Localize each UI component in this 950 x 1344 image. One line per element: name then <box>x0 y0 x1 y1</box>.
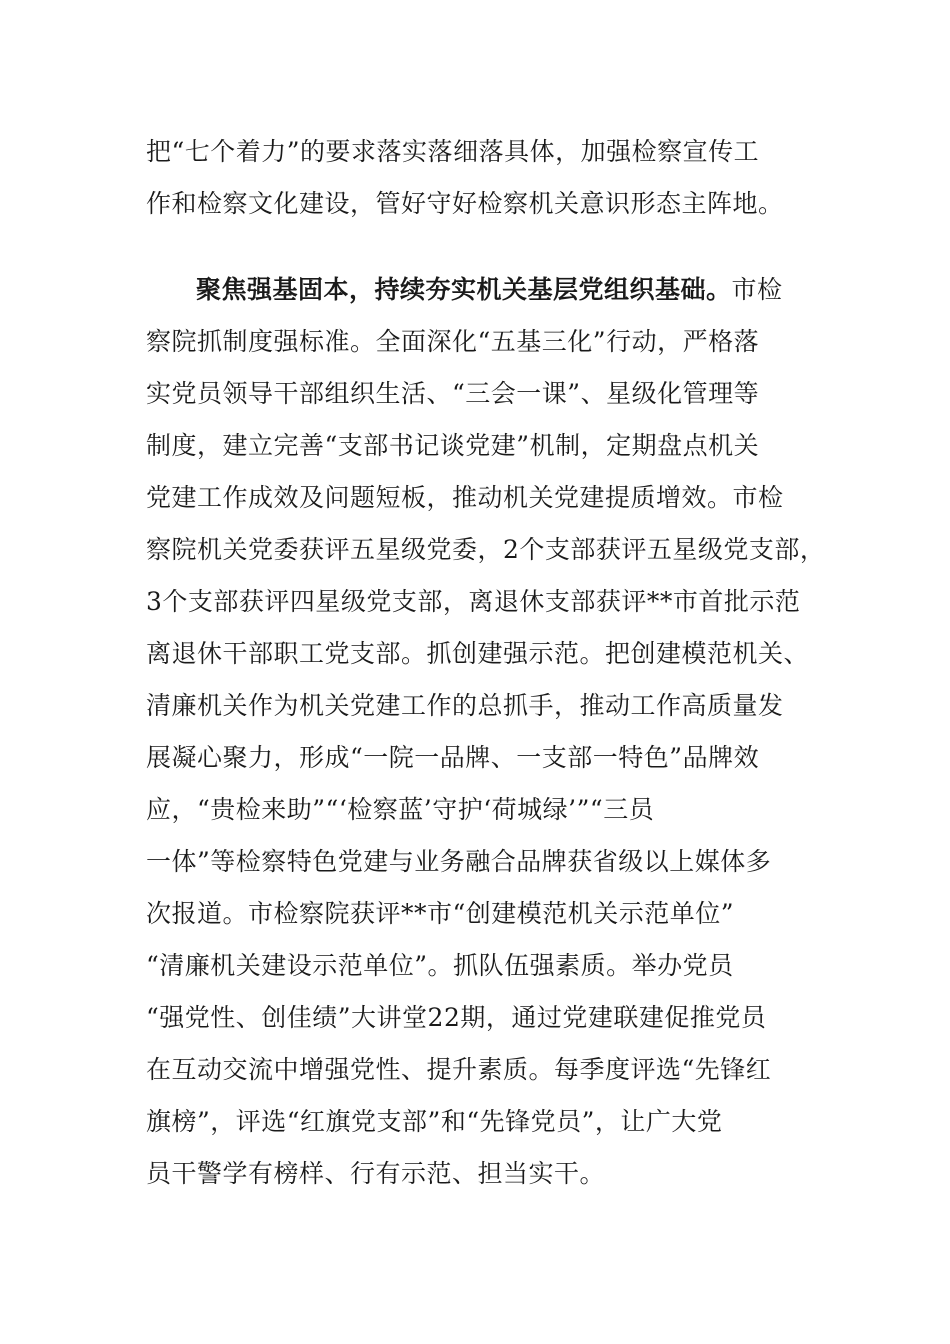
paragraph-2-line: 展凝心聚力，形成“一院一品牌、一支部一特色”品牌效 <box>146 743 760 772</box>
paragraph-2-line: 次报道。市检察院获评**市“创建模范机关示范单位” <box>146 899 735 928</box>
paragraph-2-line: 制度，建立完善“支部书记谈党建”机制，定期盘点机关 <box>146 431 760 460</box>
paragraph-2-line: 党建工作成效及问题短板，推动机关党建提质增效。市检 <box>146 483 784 512</box>
paragraph-2-line: 员干警学有榜样、行有示范、担当实干。 <box>146 1159 606 1188</box>
paragraph-2-line: 一体”等检察特色党建与业务融合品牌获省级以上媒体多 <box>146 847 772 876</box>
paragraph-2-line: 实党员领导干部组织生活、“三会一课”、星级化管理等 <box>146 379 760 408</box>
paragraph-2-line: 在互动交流中增强党性、提升素质。每季度评选“先锋红 <box>146 1055 772 1084</box>
paragraph-2-line: 察院机关党委获评五星级党委，2个支部获评五星级党支部， <box>146 535 826 564</box>
paragraph-2-line: “强党性、创佳绩”大讲堂22期，通过党建联建促推党员 <box>146 1003 767 1032</box>
paragraph-2 <box>146 264 826 1200</box>
paragraph-2-line: 离退休干部职工党支部。抓创建强示范。把创建模范机关、 <box>146 639 810 668</box>
paragraph-2-line: 清廉机关作为机关党建工作的总抓手，推动工作高质量发 <box>146 691 784 720</box>
paragraph-2-first-line <box>146 264 826 316</box>
paragraph-2-line: 察院抓制度强标准。全面深化“五基三化”行动，严格落 <box>146 327 760 356</box>
paragraph-1-line: 把“七个着力”的要求落实落细落具体，加强检察宣传工 <box>146 137 760 166</box>
paragraph-2-first-line-rest: 市检 <box>731 275 783 304</box>
paragraph-2-line: 应，“贵检来助”“‘检察蓝’守护‘荷城绿’”“三员 <box>146 795 655 824</box>
paragraph-1-line: 作和检察文化建设，管好守好检察机关意识形态主阵地。 <box>146 189 784 218</box>
paragraph-2-heading: 聚焦强基固本，持续夯实机关基层党组织基础。 <box>196 275 732 304</box>
paragraph-2-line: 旗榜”，评选“红旗党支部”和“先锋党员”，让广大党 <box>146 1107 723 1136</box>
paragraph-2-line: “清廉机关建设示范单位”。抓队伍强素质。举办党员 <box>146 951 734 980</box>
paragraph-2-line: 3个支部获评四星级党支部，离退休支部获评**市首批示范 <box>146 587 801 616</box>
paragraph-1 <box>146 126 826 230</box>
